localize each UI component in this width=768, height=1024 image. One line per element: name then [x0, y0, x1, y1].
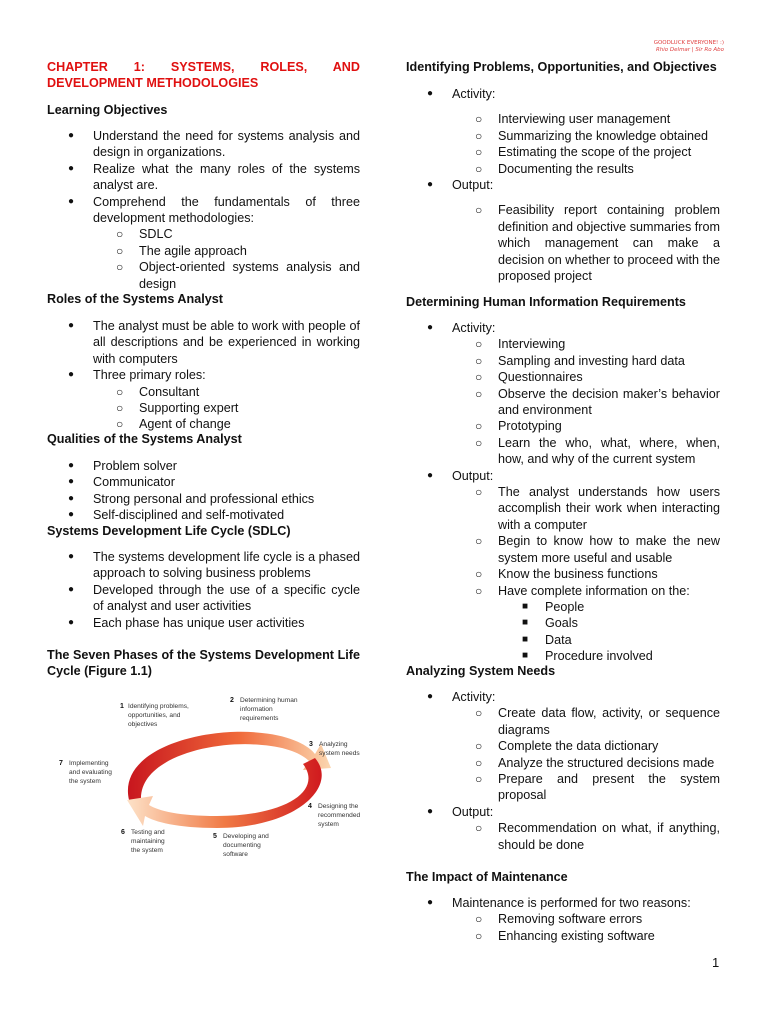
sub-list-item — [406, 386, 720, 419]
sub-list-item-text: Analyze the structured decisions made — [498, 755, 715, 770]
sub-sub-list-item — [406, 632, 720, 648]
phase-label-line: requirements — [240, 715, 279, 722]
sub-list-item-text: Prototyping — [498, 419, 562, 434]
phase-label-line: Developing and — [223, 833, 269, 840]
identifying-list — [406, 86, 720, 284]
list-item — [47, 194, 360, 227]
chapter-title: CHAPTER 1: SYSTEMS, ROLES, AND DEVELOPMENT METHODOLOGIES — [47, 60, 360, 91]
sub-sub-list-item-text: People — [545, 599, 585, 614]
phase-label-line: Analyzing — [319, 741, 348, 748]
bullet-circle-icon: ○ — [475, 739, 483, 754]
list-item — [47, 318, 360, 367]
sub-list-item-text: Removing software errors — [498, 912, 643, 927]
phase-label-line: Implementing — [69, 760, 109, 767]
maintenance-heading: The Impact of Maintenance — [406, 870, 568, 884]
sub-list-item — [406, 353, 720, 369]
phase-label-line: system needs — [319, 750, 360, 757]
sub-list-item-text: Know the business functions — [498, 567, 658, 582]
phase-number: 7 — [59, 760, 63, 767]
phase-5 — [213, 833, 269, 858]
roles-list — [47, 318, 360, 433]
sub-list-item — [406, 336, 720, 352]
bullet-dot-icon: ● — [427, 322, 434, 333]
activity-label: Activity: — [452, 690, 496, 704]
bullet-circle-icon: ○ — [475, 128, 483, 143]
bullet-circle-icon: ○ — [475, 821, 483, 836]
sub-list-item-text: SDLC — [139, 227, 173, 242]
list-item — [47, 458, 360, 474]
sub-list-item — [47, 226, 360, 242]
bullet-circle-icon: ○ — [475, 370, 483, 385]
list-item-text: The analyst must be able to work with people of all descriptions and be experienced in working with computers — [93, 319, 360, 366]
phase-7 — [59, 760, 112, 785]
bullet-dot-icon: ● — [68, 551, 75, 562]
sub-list-item — [406, 820, 720, 853]
phase-4 — [308, 803, 360, 828]
phase-label-line: maintaining — [131, 838, 165, 845]
phase-number: 6 — [121, 829, 125, 836]
bullet-circle-icon: ○ — [475, 353, 483, 368]
list-item — [47, 615, 360, 631]
sub-list-item — [47, 384, 360, 400]
list-item — [47, 549, 360, 582]
list-item — [406, 320, 720, 336]
list-item — [47, 128, 360, 161]
sub-sub-list-item-text: Procedure involved — [545, 649, 653, 664]
sub-list-item-text: Agent of change — [139, 417, 231, 432]
sub-list-item — [406, 566, 720, 582]
list-item-text: Each phase has unique user activities — [93, 615, 305, 630]
sub-sub-list-item — [406, 615, 720, 631]
human-requirements-list — [406, 320, 720, 665]
bullet-square-icon: ■ — [522, 650, 529, 662]
identifying-heading: Identifying Problems, Opportunities, and Objectives — [406, 60, 717, 74]
sub-list-item-text: Prepare and present the system proposal — [498, 772, 720, 803]
sub-sub-list-item-text: Goals — [545, 616, 578, 631]
bullet-square-icon: ■ — [522, 633, 529, 645]
phase-label-line: objectives — [128, 721, 158, 728]
sdlc-cycle-figure — [47, 688, 367, 863]
phase-number: 1 — [120, 703, 124, 710]
sub-list-item — [406, 911, 720, 927]
list-item — [47, 507, 360, 523]
sub-list-item-text: Consultant — [139, 384, 200, 399]
bullet-dot-icon: ● — [68, 476, 75, 488]
list-item — [406, 177, 720, 193]
sub-list-item — [406, 484, 720, 533]
activity-label: Activity: — [452, 321, 496, 335]
bullet-circle-icon: ○ — [475, 772, 483, 787]
phase-label-line: the system — [131, 847, 163, 854]
list-item — [47, 491, 360, 507]
header-note-line: GOODLUCK EVERYONE! :) — [653, 40, 724, 46]
sub-list-item — [47, 400, 360, 416]
page-number: 1 — [712, 955, 720, 970]
bullet-circle-icon: ○ — [116, 401, 124, 416]
cycle-arrow-top — [128, 732, 331, 800]
sub-list-item — [406, 928, 720, 944]
sub-list-item-text: Supporting expert — [139, 401, 239, 416]
list-item — [406, 804, 720, 820]
bullet-circle-icon: ○ — [475, 203, 483, 218]
sub-list-item-text: Documenting the results — [498, 161, 634, 176]
list-item-text: Developed through the use of a specific cycle of analyst and user activities — [93, 582, 360, 614]
bullet-dot-icon: ● — [427, 469, 434, 481]
list-item-text: Maintenance is performed for two reasons: — [452, 896, 691, 910]
list-item-text: Self-disciplined and self-motivated — [93, 508, 285, 523]
list-item — [47, 474, 360, 490]
sub-list-item-text: Sampling and investing hard data — [498, 353, 685, 368]
phase-number: 3 — [309, 741, 313, 748]
bullet-circle-icon: ○ — [475, 755, 483, 770]
list-item — [47, 582, 360, 615]
bullet-dot-icon: ● — [427, 179, 434, 191]
sub-list-item — [406, 111, 720, 127]
bullet-dot-icon: ● — [68, 509, 75, 521]
phase-label-line: and evaluating — [69, 769, 112, 776]
bullet-circle-icon: ○ — [475, 112, 483, 127]
phase-label-line: documenting — [223, 842, 261, 849]
sub-list-item-text: Create data flow, activity, or sequence diagrams — [498, 706, 720, 737]
sub-list-item — [406, 418, 720, 434]
phase-number: 5 — [213, 833, 217, 840]
bullet-circle-icon: ○ — [475, 161, 483, 176]
bullet-dot-icon: ● — [427, 88, 434, 99]
qualities-heading: Qualities of the Systems Analyst — [47, 432, 242, 446]
bullet-circle-icon: ○ — [475, 534, 483, 549]
phase-label-line: Determining human — [240, 697, 298, 704]
sub-list-item-text: Complete the data dictionary — [498, 739, 659, 754]
phase-1 — [120, 703, 189, 728]
bullet-square-icon: ■ — [522, 617, 529, 629]
bullet-circle-icon: ○ — [116, 417, 124, 432]
sub-list-item — [406, 369, 720, 385]
list-item-text: Understand the need for systems analysis and design in organizations. — [93, 129, 360, 160]
header-note-subline: Rhio Delmar | Sir Ro Abo — [655, 47, 724, 53]
bullet-dot-icon: ● — [68, 320, 75, 331]
bullet-circle-icon: ○ — [475, 912, 483, 927]
output-label: Output: — [452, 804, 494, 819]
bullet-circle-icon: ○ — [116, 384, 124, 399]
bullet-circle-icon: ○ — [116, 260, 124, 275]
phase-label-line: software — [223, 851, 248, 858]
sdlc-list — [47, 549, 360, 631]
phase-label-line: Identifying problems, — [128, 703, 189, 710]
list-item-text: Realize what the many roles of the systems analyst are. — [93, 161, 360, 193]
sub-sub-list-item — [406, 599, 720, 615]
list-item — [47, 161, 360, 194]
bullet-circle-icon: ○ — [475, 386, 483, 401]
list-item — [406, 86, 720, 102]
sub-list-item — [406, 202, 720, 284]
sub-list-item — [406, 533, 720, 566]
bullet-dot-icon: ● — [68, 460, 75, 471]
bullet-dot-icon: ● — [427, 805, 434, 817]
sub-list-item-text: Interviewing user management — [498, 112, 671, 127]
phase-label-line: Designing the — [318, 803, 359, 810]
sub-list-item — [406, 755, 720, 771]
bullet-circle-icon: ○ — [116, 227, 124, 242]
phase-number: 4 — [308, 803, 312, 810]
sub-list-item — [47, 243, 360, 259]
bullet-dot-icon: ● — [68, 130, 75, 141]
bullet-circle-icon: ○ — [475, 928, 483, 943]
bullet-dot-icon: ● — [68, 616, 75, 628]
sub-list-item-text: Enhancing existing software — [498, 928, 655, 943]
bullet-dot-icon: ● — [68, 492, 75, 504]
maintenance-list — [406, 895, 720, 944]
phase-6 — [121, 829, 165, 854]
sub-list-item-text: Object-oriented systems analysis and design — [139, 260, 360, 291]
bullet-dot-icon: ● — [427, 897, 434, 908]
list-item-text: Three primary roles: — [93, 368, 206, 383]
sub-sub-list-item-text: Data — [545, 632, 572, 647]
bullet-circle-icon: ○ — [475, 435, 483, 450]
bullet-circle-icon: ○ — [475, 145, 483, 160]
sub-list-item-text: Have complete information on the: — [498, 583, 690, 598]
sub-list-item-text: Feasibility report containing problem definition and objective summaries from which management can make a decision on whether to proceed with the proposed project — [498, 203, 720, 284]
learning-objectives-heading: Learning Objectives — [47, 103, 168, 117]
sub-list-item — [406, 583, 720, 599]
qualities-list — [47, 458, 360, 524]
list-item — [406, 689, 720, 705]
list-item — [406, 468, 720, 484]
phase-label-line: Testing and — [131, 829, 165, 836]
sub-list-item-text: Observe the decision maker’s behavior and environment — [498, 386, 720, 418]
list-item-text: Communicator — [93, 475, 175, 490]
phase-label-line: the system — [69, 778, 101, 785]
analyzing-list — [406, 689, 720, 853]
seven-phases-heading: The Seven Phases of the Systems Development Life Cycle (Figure 1.1) — [47, 648, 360, 679]
bullet-dot-icon: ● — [68, 583, 75, 595]
phase-2 — [230, 697, 298, 722]
phase-number: 2 — [230, 697, 234, 704]
phase-label-line: information — [240, 706, 273, 713]
sub-list-item-text: Interviewing — [498, 337, 566, 352]
list-item-text: The systems development life cycle is a phased approach to solving business problems — [93, 550, 360, 581]
sub-list-item — [406, 738, 720, 754]
list-item — [406, 895, 720, 911]
sdlc-heading: Systems Development Life Cycle (SDLC) — [47, 524, 291, 538]
sub-list-item-text: Begin to know how to make the new system more useful and usable — [498, 534, 720, 565]
sub-list-item-text: Learn the who, what, where, when, how, and why of the current system — [498, 435, 720, 467]
header-note — [626, 40, 724, 54]
sub-list-item — [406, 435, 720, 468]
bullet-dot-icon: ● — [68, 369, 75, 381]
sub-list-item-text: The agile approach — [139, 243, 247, 258]
bullet-dot-icon: ● — [427, 691, 434, 702]
sub-list-item — [406, 705, 720, 738]
roles-heading: Roles of the Systems Analyst — [47, 292, 223, 306]
sub-list-item — [406, 161, 720, 177]
sub-list-item-text: Summarizing the knowledge obtained — [498, 128, 709, 143]
bullet-circle-icon: ○ — [475, 419, 483, 434]
bullet-circle-icon: ○ — [475, 337, 483, 352]
bullet-circle-icon: ○ — [475, 485, 483, 500]
phase-label-line: recommended — [318, 812, 361, 819]
sub-list-item — [406, 128, 720, 144]
analyzing-heading: Analyzing System Needs — [406, 664, 556, 678]
bullet-circle-icon: ○ — [475, 706, 483, 721]
bullet-circle-icon: ○ — [475, 567, 483, 582]
list-item-text: Strong personal and professional ethics — [93, 491, 315, 506]
list-item — [47, 367, 360, 383]
human-requirements-heading: Determining Human Information Requirements — [406, 295, 686, 309]
sub-list-item-text: Recommendation on what, if anything, should be done — [498, 821, 720, 852]
sub-list-item — [406, 771, 720, 804]
bullet-dot-icon: ● — [68, 162, 75, 174]
sub-list-item-text: Estimating the scope of the project — [498, 145, 692, 160]
output-label: Output: — [452, 178, 494, 193]
sub-list-item — [47, 259, 360, 292]
sub-list-item-text: Questionnaires — [498, 370, 583, 385]
list-item-text: Problem solver — [93, 459, 177, 473]
learning-objectives-list — [47, 128, 360, 292]
bullet-circle-icon: ○ — [475, 583, 483, 598]
bullet-dot-icon: ● — [68, 195, 75, 207]
sub-list-item — [406, 144, 720, 160]
bullet-circle-icon: ○ — [116, 243, 124, 258]
list-item-text: Comprehend the fundamentals of three development methodologies: — [93, 194, 360, 226]
sub-list-item-text: The analyst understands how users accomplish their work when interacting with a computer — [498, 485, 720, 532]
phase-label-line: system — [318, 821, 339, 828]
phase-label-line: opportunities, and — [128, 712, 181, 719]
bullet-square-icon: ■ — [522, 600, 529, 612]
output-label: Output: — [452, 468, 494, 483]
activity-label: Activity: — [452, 87, 496, 101]
